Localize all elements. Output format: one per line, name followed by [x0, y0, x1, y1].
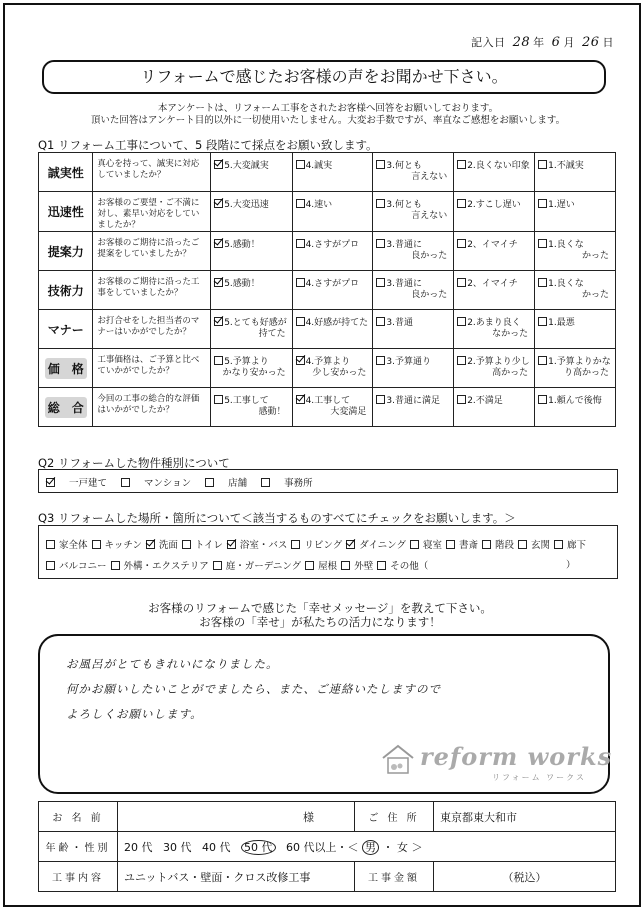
- q2-title: Q2 リフォームした物件種別について: [38, 456, 230, 470]
- checkbox-option[interactable]: [482, 540, 514, 551]
- checkbox-icon[interactable]: [182, 540, 191, 549]
- checkbox-icon[interactable]: [457, 317, 466, 326]
- q1-option-label-line2: 少し安かった: [312, 368, 367, 378]
- q1-option[interactable]: [373, 192, 454, 232]
- age-50-circled: 50 代: [241, 840, 276, 855]
- checkbox-icon[interactable]: [538, 239, 547, 248]
- q1-option[interactable]: [292, 232, 373, 271]
- checkbox-icon[interactable]: [376, 317, 385, 326]
- checkbox-icon[interactable]: [457, 395, 466, 404]
- checkbox-option[interactable]: [346, 540, 406, 551]
- q1-category: [39, 153, 93, 192]
- message-line-1: お風呂がとてもきれいになりました。: [66, 657, 279, 671]
- age-gender-label: 年齢・性別: [39, 832, 118, 862]
- q1-option-label-line2: なかった: [492, 329, 529, 339]
- q1-option[interactable]: [373, 388, 454, 427]
- q1-category: [39, 310, 93, 349]
- q1-option-label-line2: 良かった: [411, 251, 448, 261]
- q1-option-label: 1.頼んで後悔: [548, 396, 602, 406]
- checkbox-label: 書斎: [459, 540, 479, 551]
- checkbox-icon[interactable]: [538, 278, 547, 287]
- q1-option[interactable]: [373, 232, 454, 271]
- q1-option-label: 4.好感が持てた: [305, 318, 369, 328]
- q1-category-label: 総 合: [45, 397, 87, 418]
- q1-option-label: 3.普通に満足: [386, 396, 440, 406]
- q1-category-label: 技術力: [47, 283, 84, 298]
- checkbox-option[interactable]: [410, 540, 442, 551]
- checkbox-label: 事務所: [284, 478, 313, 489]
- q1-option[interactable]: [535, 271, 616, 310]
- checkbox-option[interactable]: [518, 540, 550, 551]
- q1-option-label: 1.良くな: [548, 279, 584, 289]
- q1-option[interactable]: [211, 349, 292, 388]
- q1-option-label: 2.良くない印象: [467, 161, 530, 171]
- checkbox-icon[interactable]: [296, 160, 305, 169]
- checked-checkbox-icon[interactable]: [214, 160, 223, 169]
- checkbox-icon[interactable]: [518, 540, 527, 549]
- checkbox-label: バルコニー: [59, 561, 107, 572]
- intro-line-1: 本アンケートは、リフォーム工事をされたお客様へ回答をお願いしております。: [157, 103, 499, 114]
- q1-category-label: 誠実性: [47, 165, 84, 180]
- age-40: 40 代: [202, 840, 231, 854]
- checkbox-option[interactable]: [305, 561, 337, 572]
- checkbox-icon[interactable]: [457, 278, 466, 287]
- checkbox-icon[interactable]: [341, 561, 350, 570]
- checkbox-icon[interactable]: [457, 199, 466, 208]
- q1-table: [38, 152, 616, 427]
- checkbox-label: 浴室・バス: [239, 540, 288, 551]
- q3-options-row1: [46, 537, 590, 551]
- checkbox-label: 外壁: [354, 561, 374, 572]
- checkbox-icon[interactable]: [214, 395, 223, 404]
- q1-option-label-line2: 大変満足: [330, 407, 367, 417]
- checkbox-icon[interactable]: [446, 540, 455, 549]
- q1-option-label-line2: 言えない: [411, 211, 448, 221]
- q1-option-label: 5.感動！: [224, 240, 260, 250]
- checkbox-icon[interactable]: [457, 356, 466, 365]
- q1-option[interactable]: [211, 153, 292, 192]
- q3-options-row2: [46, 558, 432, 572]
- message-heading-2: お客様の「幸せ」が私たちの活力になります！: [199, 615, 441, 629]
- q1-title: Q1 リフォーム工事について、5 段階にて採点をお願い致します。: [38, 138, 378, 152]
- q1-row: [39, 388, 616, 427]
- q1-option-label: 1.予算よりかな: [548, 357, 611, 367]
- checkbox-icon[interactable]: [377, 561, 386, 570]
- customer-info-table: [38, 801, 616, 892]
- page-title: リフォームで感じたお客様の声をお聞かせ下さい。: [42, 60, 606, 94]
- checkbox-icon[interactable]: [538, 199, 547, 208]
- checkbox-label: 庭・ガーデニング: [225, 561, 302, 572]
- checkbox-label: トイレ: [194, 540, 223, 551]
- age-30: 30 代: [163, 840, 192, 854]
- checkbox-icon[interactable]: [213, 561, 222, 570]
- q1-option[interactable]: [535, 232, 616, 271]
- q1-option-label: 2.予算より少し: [467, 357, 530, 367]
- q1-question: 工事価格は、ご予算と比べていかがでしたか？: [93, 349, 211, 388]
- age-gender-field: [118, 832, 616, 862]
- checkbox-option[interactable]: [554, 540, 586, 551]
- q1-option-label: 4.速い: [305, 200, 333, 210]
- q1-option[interactable]: [454, 349, 535, 388]
- checkbox-icon[interactable]: [482, 540, 491, 549]
- checked-checkbox-icon[interactable]: [46, 478, 55, 487]
- checkbox-label: 寝室: [422, 540, 442, 551]
- q1-category: [39, 349, 93, 388]
- checkbox-label: 外構・エクステリア: [123, 561, 209, 572]
- message-heading-1: お客様のリフォームで感じた「幸せメッセージ」を教えて下さい。: [148, 601, 492, 615]
- message-line-3: よろしくお願いします。: [66, 707, 203, 721]
- checkbox-icon[interactable]: [296, 317, 305, 326]
- date-day-unit: 日: [602, 36, 614, 49]
- q1-option-label: 2.あまり良く: [467, 318, 521, 328]
- intro-text: [58, 103, 598, 127]
- q1-option-label-line2: 感動！: [258, 407, 286, 417]
- q1-category: [39, 192, 93, 232]
- checkbox-icon[interactable]: [457, 239, 466, 248]
- q1-option[interactable]: [292, 271, 373, 310]
- q1-option[interactable]: [454, 310, 535, 349]
- checkbox-option[interactable]: [227, 540, 288, 551]
- checkbox-icon[interactable]: [376, 160, 385, 169]
- q1-option-label: 4.さすがプロ: [305, 279, 360, 289]
- checkbox-icon[interactable]: [376, 278, 385, 287]
- intro-line-2: 頂いた回答はアンケート目的以外に一切使用いたしません。大変お手数ですが、率直なご感想をお願いします。: [90, 115, 566, 126]
- q1-row: [39, 192, 616, 232]
- checkbox-label: その他（: [390, 561, 429, 572]
- checkbox-option[interactable]: [121, 478, 191, 489]
- q1-option-label: 5.とても好感が: [224, 318, 287, 328]
- checkbox-icon[interactable]: [46, 561, 55, 570]
- q1-option[interactable]: [454, 271, 535, 310]
- checkbox-label: 屋根: [318, 561, 338, 572]
- q1-question: お打合せをした担当者のマナーはいかがでしたか？: [93, 310, 211, 349]
- checkbox-label: 階段: [495, 540, 515, 551]
- q1-option-label-line2: かった: [581, 290, 609, 300]
- name-field: [118, 802, 355, 832]
- q1-option-label: 1.良くな: [548, 240, 584, 250]
- checkbox-label: キッチン: [104, 540, 142, 551]
- checkbox-icon[interactable]: [457, 160, 466, 169]
- q1-option-label: 1.不誠実: [548, 161, 584, 171]
- checked-checkbox-icon[interactable]: [214, 278, 223, 287]
- q1-row: [39, 310, 616, 349]
- q1-option-label: 4.工事して: [305, 396, 351, 406]
- q1-option-label: 5.大変誠実: [224, 161, 269, 171]
- checkbox-icon[interactable]: [376, 395, 385, 404]
- checkbox-label: 家全体: [59, 540, 88, 551]
- amount-label: 工事金額: [355, 862, 434, 892]
- q1-option[interactable]: [211, 192, 292, 232]
- checked-checkbox-icon[interactable]: [227, 540, 236, 549]
- age-60-plus: 60 代以上・＜: [286, 840, 359, 854]
- date-year-unit: 年: [533, 36, 545, 49]
- logo-subtext: リフォーム ワークス: [492, 773, 587, 782]
- q1-option-label: 3.何とも: [386, 200, 422, 210]
- q1-option[interactable]: [211, 388, 292, 427]
- gender-male-circled: 男: [362, 840, 379, 855]
- q1-option-label: 5.工事して: [224, 396, 269, 406]
- checkbox-icon[interactable]: [410, 540, 419, 549]
- checked-checkbox-icon[interactable]: [214, 199, 223, 208]
- q1-option-label: 2、イマイチ: [467, 279, 518, 289]
- checkbox-icon[interactable]: [205, 478, 214, 487]
- checkbox-label: 洗面: [158, 540, 178, 551]
- checkbox-option[interactable]: [341, 561, 373, 572]
- checkbox-icon[interactable]: [376, 199, 385, 208]
- checkbox-icon[interactable]: [261, 478, 270, 487]
- q1-category-label: 提案力: [47, 244, 84, 259]
- q1-row: [39, 232, 616, 271]
- q1-option-label: 3.普通: [386, 318, 413, 328]
- date-month: 6: [551, 35, 561, 50]
- q1-option-label-line2: 高かった: [492, 368, 529, 378]
- address-label: ご 住 所: [355, 802, 434, 832]
- checkbox-option[interactable]: [92, 540, 142, 551]
- date-label: 記入日: [471, 36, 506, 49]
- q1-option-label: 5.感動！: [224, 279, 260, 289]
- q1-option[interactable]: [373, 153, 454, 192]
- checkbox-option[interactable]: [46, 540, 88, 551]
- q1-option[interactable]: [292, 349, 373, 388]
- q1-option[interactable]: [373, 349, 454, 388]
- q1-option[interactable]: [454, 388, 535, 427]
- checkbox-label: 玄関: [531, 540, 551, 551]
- checkbox-label: ダイニング: [359, 540, 406, 551]
- checkbox-icon[interactable]: [291, 540, 300, 549]
- name-suffix: 様: [303, 810, 314, 824]
- checkbox-icon[interactable]: [376, 239, 385, 248]
- q1-category-label: 迅速性: [47, 205, 84, 219]
- q1-option-label: 5.予算より: [224, 357, 269, 367]
- q1-option[interactable]: [292, 310, 373, 349]
- q1-option[interactable]: [211, 271, 292, 310]
- q1-option[interactable]: [535, 310, 616, 349]
- date-year: 28: [512, 35, 531, 50]
- checkbox-option[interactable]: [182, 540, 223, 551]
- checkbox-icon[interactable]: [111, 561, 120, 570]
- q1-option-label: 4.予算より: [305, 357, 351, 367]
- fill-date: [471, 34, 614, 50]
- q1-option[interactable]: [535, 349, 616, 388]
- q1-option-label: 3.普通に: [386, 279, 422, 289]
- checkbox-label: 一戸建て: [69, 478, 108, 489]
- q1-option-label: 4.誠実: [305, 161, 333, 171]
- q1-question: 真心を持って、誠実に対応していましたか？: [93, 153, 211, 192]
- q1-option-label-line2: 持てた: [258, 329, 286, 339]
- q1-category-label: 価 格: [45, 358, 87, 379]
- q1-option[interactable]: [454, 153, 535, 192]
- gender-female: ・ 女 ＞: [382, 840, 423, 854]
- checkbox-option[interactable]: [46, 561, 107, 572]
- checkbox-icon[interactable]: [538, 356, 547, 365]
- checkbox-icon[interactable]: [296, 239, 305, 248]
- q1-option-label: 2、イマイチ: [467, 240, 518, 250]
- checkbox-option[interactable]: [46, 478, 107, 489]
- q1-option-label-line2: かった: [581, 251, 609, 261]
- q1-row: [39, 153, 616, 192]
- q1-option[interactable]: [292, 388, 373, 427]
- q1-option-label-line2: 良かった: [411, 290, 448, 300]
- q1-category: [39, 271, 93, 310]
- q1-question: 今回の工事の総合的な評価はいかがでしたか？: [93, 388, 211, 427]
- q1-option-label: 4.さすがプロ: [305, 240, 360, 250]
- q1-question: お客様のご要望・ご不満に対し、素早い対応をしていましたか？: [93, 192, 211, 232]
- checkbox-label: マンション: [144, 478, 192, 489]
- q1-category: [39, 388, 93, 427]
- q1-category: [39, 232, 93, 271]
- checkbox-icon[interactable]: [538, 317, 547, 326]
- house-logo-icon: [380, 742, 416, 776]
- q1-option-label: 3.予算通り: [386, 357, 431, 367]
- amount-field: [434, 862, 616, 892]
- address-field: 東京都東大和市: [434, 802, 616, 832]
- q1-option-label: 2.すこし遅い: [467, 200, 521, 210]
- q1-option-label: 3.普通に: [386, 240, 422, 250]
- q1-question: お客様のご期待に沿ったご提案をしていましたか？: [93, 232, 211, 271]
- q1-option-label-line2: り高かった: [563, 368, 609, 378]
- message-line-2: 何かお願いしたいことがでましたら、また、ご連絡いたしますので: [66, 682, 441, 696]
- checkbox-option[interactable]: [146, 540, 178, 551]
- q1-option[interactable]: [454, 232, 535, 271]
- checkbox-option[interactable]: [377, 561, 428, 572]
- checkbox-icon[interactable]: [296, 199, 305, 208]
- checked-checkbox-icon[interactable]: [296, 356, 305, 365]
- checkbox-icon[interactable]: [538, 395, 547, 404]
- checkbox-option[interactable]: [111, 561, 209, 572]
- checked-checkbox-icon[interactable]: [296, 395, 305, 404]
- checkbox-icon[interactable]: [554, 540, 563, 549]
- q1-option[interactable]: [454, 192, 535, 232]
- q1-option[interactable]: [535, 153, 616, 192]
- q1-row: [39, 271, 616, 310]
- checkbox-icon[interactable]: [376, 356, 385, 365]
- date-month-unit: 月: [563, 36, 575, 49]
- checkbox-label: リビング: [304, 540, 343, 551]
- q1-option[interactable]: [373, 271, 454, 310]
- checkbox-option[interactable]: [261, 478, 313, 489]
- checkbox-option[interactable]: [213, 561, 301, 572]
- q2-options: [46, 475, 327, 489]
- checkbox-icon[interactable]: [538, 160, 547, 169]
- q1-option[interactable]: [211, 310, 292, 349]
- q1-option-label: 3.何とも: [386, 161, 422, 171]
- q1-option-label: 5.大変迅速: [224, 200, 269, 210]
- work-field: ユニットバス・壁面・クロス改修工事: [118, 862, 355, 892]
- work-label: 工事内容: [39, 862, 118, 892]
- q1-option[interactable]: [292, 153, 373, 192]
- checked-checkbox-icon[interactable]: [146, 540, 155, 549]
- checkbox-icon[interactable]: [296, 278, 305, 287]
- q1-option[interactable]: [535, 192, 616, 232]
- checkbox-icon[interactable]: [46, 540, 55, 549]
- q1-option-label: 1.遅い: [548, 200, 575, 210]
- logo-text: reform works: [420, 742, 613, 771]
- q1-option-label-line2: かなり安かった: [222, 368, 286, 378]
- q1-question: お客様のご期待に沿った工事をしていましたか？: [93, 271, 211, 310]
- checkbox-label: 店舗: [228, 478, 248, 489]
- q1-option[interactable]: [373, 310, 454, 349]
- checkbox-option[interactable]: [291, 540, 342, 551]
- checkbox-icon[interactable]: [121, 478, 130, 487]
- q1-category-label: マナー: [47, 322, 84, 337]
- q1-option[interactable]: [292, 192, 373, 232]
- name-label: お 名 前: [39, 802, 118, 832]
- checkbox-option[interactable]: [446, 540, 478, 551]
- checkbox-label: 廊下: [567, 540, 587, 551]
- checked-checkbox-icon[interactable]: [346, 540, 355, 549]
- q3-other-close: ）: [566, 560, 576, 571]
- amount-tax-note: （税込）: [502, 870, 547, 884]
- q1-row: [39, 349, 616, 388]
- checkbox-icon[interactable]: [305, 561, 314, 570]
- q1-option-label: 2.不満足: [467, 396, 503, 406]
- q1-option[interactable]: [535, 388, 616, 427]
- age-20: 20 代: [124, 840, 153, 854]
- q3-title: Q3 リフォームした場所・箇所について＜該当するものすべてにチェックをお願いします。＞: [38, 511, 516, 525]
- date-day: 26: [581, 35, 600, 50]
- checkbox-icon[interactable]: [92, 540, 101, 549]
- checked-checkbox-icon[interactable]: [214, 239, 223, 248]
- checkbox-option[interactable]: [205, 478, 247, 489]
- checkbox-icon[interactable]: [214, 356, 223, 365]
- q1-option[interactable]: [211, 232, 292, 271]
- q1-option-label-line2: 言えない: [411, 172, 448, 182]
- checked-checkbox-icon[interactable]: [214, 317, 223, 326]
- q1-option-label: 1.最悪: [548, 318, 575, 328]
